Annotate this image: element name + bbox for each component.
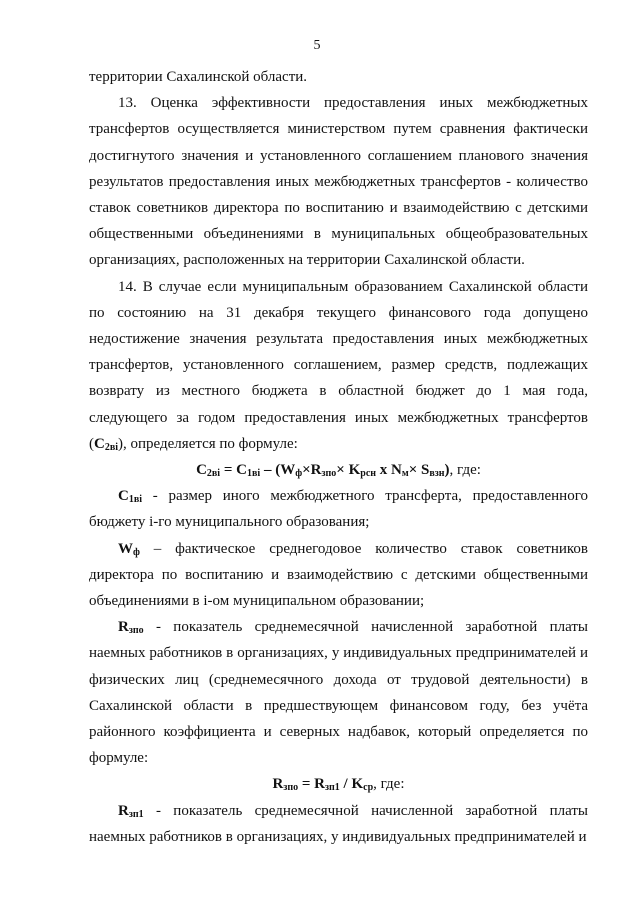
paragraph-14-end: ), определяется по формуле:: [118, 435, 298, 452]
definition-wf: $W_ф$ – фактическое среднегодовое количество ставок советников директора по воспитанию и взаимодействию с детскими общественными объединениями в i-ом муниципальном образовании;: [89, 540, 588, 610]
definition-rzpo: $R_{зпо}$ - показатель среднемесячной начисленной заработной платы наемных работников в организациях, у индивидуальных предпринимателей и физических лиц (среднемесячного дохода от трудовой деятельности) в Сахалинской области в предшествующем финансовом году, без учёта районного коэффициента и северных надбавок, который определяется по формуле:: [89, 619, 588, 767]
document-body: [89, 64, 588, 850]
term-wf: $W_ф$: [118, 540, 140, 558]
paragraph-14: 14. В случае если муниципальным образованием Сахалинской области по состоянию на 31 декабря текущего финансового года допущено недостижение значения результата предоставления иных межбюджетных трансфертов, установленного соглашением, размер средств, подлежащих возврату из местного бюджета в областной бюджет до 1 мая года, следующего за годом предоставления иных межбюджетных трансфертов $(C_{2вi})$, определяется по формуле:: [89, 278, 588, 453]
paragraph-continuation: территории Сахалинской области.: [89, 69, 308, 85]
formula-c2: $C_{2вi} = C_{1вi} - (W_ф\times R_{зпо}\times K_{рсн}$ x $N_м\times S_{взн}$), где:: [196, 462, 481, 480]
paragraph-14-text: 14. В случае если муниципальным образованием Сахалинской области по состоянию на 31 декабря текущего финансового года допущено недостижение значения результата предоставления иных межбюджетных трансфертов, установленного соглашением, размер средств, подлежащих возврату из местного бюджета в областной бюджет до 1 мая года, следующего за годом предоставления иных межбюджетных трансфертов: [89, 278, 588, 426]
paragraph-13: 13. Оценка эффективности предоставления иных межбюджетных трансфертов осуществляется министерством путем сравнения фактически достигнутого значения и установленного соглашением планового значения результатов предоставления иных межбюджетных трансфертов - количество ставок советников директора по воспитанию и взаимодействию с детскими общественными объединениями в муниципальных общеобразовательных организациях, расположенных на территории Сахалинской области.: [89, 95, 588, 269]
page-number: 5: [313, 38, 321, 53]
definition-c1: $C_{1вi}$ - размер иного межбюджетного трансферта, предоставленного бюджету i-го муниципального образования;: [89, 488, 588, 531]
term-rzpo: $R_{зпо}$: [118, 619, 144, 637]
symbol-c2: $C_{2вi}$: [94, 435, 119, 453]
definition-rzp1: $R_{зп1}$ - показатель среднемесячной начисленной заработной платы наемных работников в организациях, у индивидуальных предпринимателей и: [89, 802, 588, 845]
term-rzp1: $R_{зп1}$: [118, 802, 144, 820]
formula-rzpo: $R_{зпо} = R_{зп1} / K_{ср}$, где:: [272, 776, 405, 794]
term-c1: $C_{1вi}$: [118, 488, 143, 506]
